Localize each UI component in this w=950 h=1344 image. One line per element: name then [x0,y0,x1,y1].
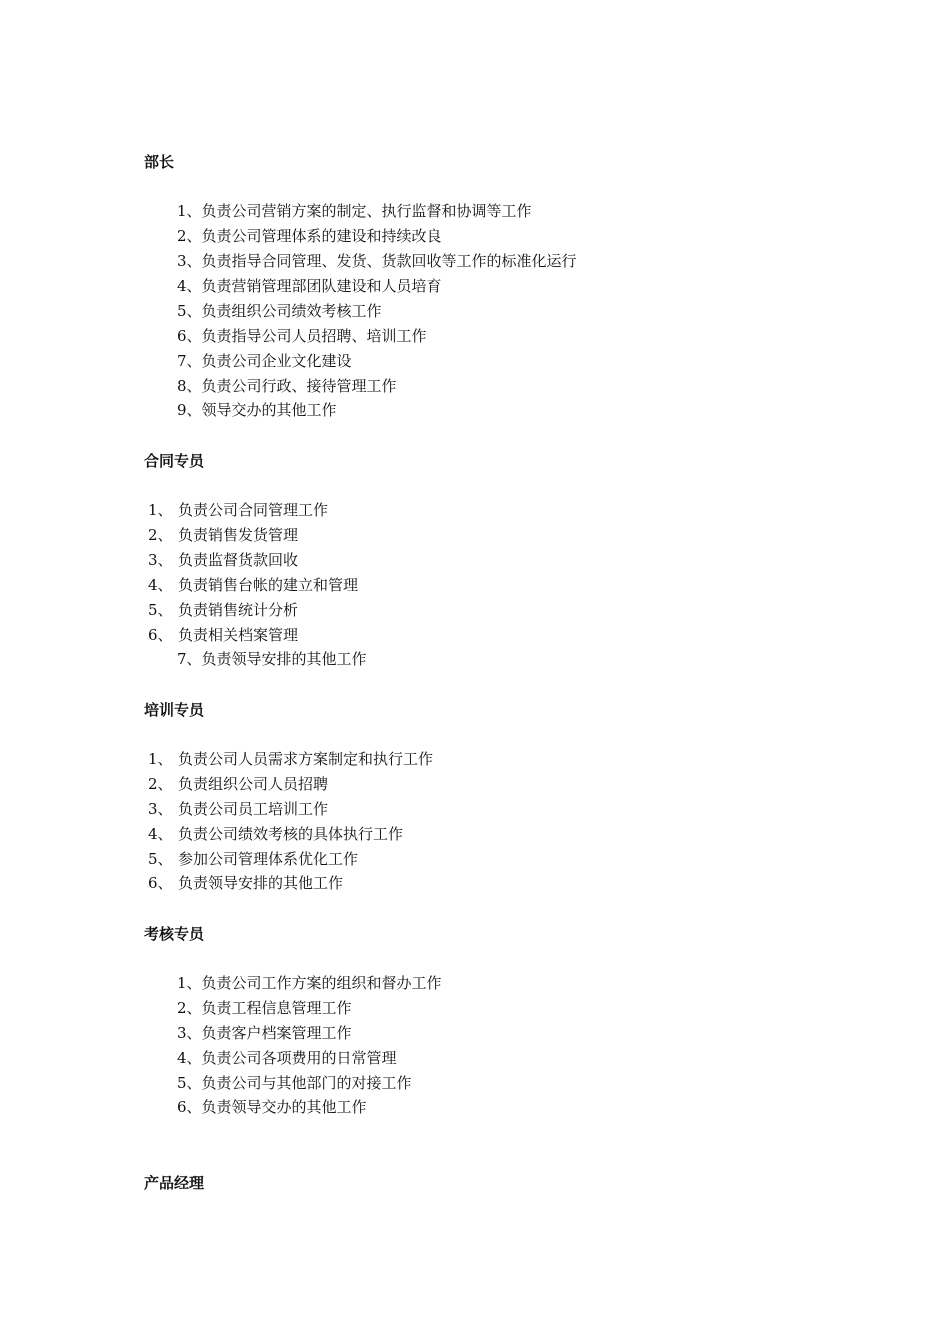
list-item-text: 负责公司绩效考核的具体执行工作 [178,825,404,843]
list-item [148,600,298,620]
list-item-text: 负责销售发货管理 [178,526,299,544]
list-item: 5、负责组织公司绩效考核工作 [177,302,382,320]
list-item-text: 负责领导安排的其他工作 [178,874,344,892]
list-item: 4、负责营销管理部团队建设和人员培育 [177,277,442,295]
list-item-text: 负责公司员工培训工作 [178,800,329,818]
list-item-number: 1、 [148,750,173,768]
list-item-number: 5、 [148,850,173,868]
list-item: 6、负责领导交办的其他工作 [177,1098,367,1116]
list-item: 2、负责工程信息管理工作 [177,999,352,1017]
list-item: 1、负责公司营销方案的制定、执行监督和协调等工作 [177,202,532,220]
section-title-training-specialist: 培训专员 [144,701,205,719]
list-item: 5、负责公司与其他部门的对接工作 [177,1074,412,1092]
list-item-text: 负责销售统计分析 [178,601,299,619]
list-item [148,625,298,645]
list-item [148,873,343,893]
list-item-number: 1、 [148,501,173,519]
list-item-text: 负责监督货款回收 [178,551,299,569]
list-item: 6、负责指导公司人员招聘、培训工作 [177,327,427,345]
list-item [148,824,403,844]
list-item-text: 参加公司管理体系优化工作 [178,850,359,868]
list-item: 3、负责客户档案管理工作 [177,1024,352,1042]
list-item-text: 负责销售台帐的建立和管理 [178,576,359,594]
list-item-number: 5、 [148,601,173,619]
list-item: 2、负责公司管理体系的建设和持续改良 [177,227,442,245]
list-item [148,849,358,869]
list-item [148,525,298,545]
list-item-number: 3、 [148,551,173,569]
list-item [148,749,433,769]
list-item-number: 6、 [148,626,173,644]
list-item [148,550,298,570]
list-item-number: 6、 [148,874,173,892]
list-item: 9、领导交办的其他工作 [177,401,337,419]
list-item-number: 4、 [148,825,173,843]
list-item-number: 4、 [148,576,173,594]
list-item [148,774,328,794]
list-item-text: 负责公司合同管理工作 [178,501,329,519]
list-item: 1、负责公司工作方案的组织和督办工作 [177,974,442,992]
list-item: 8、负责公司行政、接待管理工作 [177,377,397,395]
section-title-product-manager: 产品经理 [144,1174,205,1192]
list-item [148,575,358,595]
section-title-assessment-specialist: 考核专员 [144,925,205,943]
list-item [148,500,328,520]
list-item: 4、负责公司各项费用的日常管理 [177,1049,397,1067]
list-item-number: 2、 [148,775,173,793]
list-item-number: 3、 [148,800,173,818]
section-title-contract-specialist: 合同专员 [144,452,205,470]
section-title-minister: 部长 [144,153,175,171]
list-item: 7、负责公司企业文化建设 [177,352,352,370]
list-item-text: 负责相关档案管理 [178,626,299,644]
list-item-text: 负责组织公司人员招聘 [178,775,329,793]
list-item: 3、负责指导合同管理、发货、货款回收等工作的标准化运行 [177,252,577,270]
list-item [148,799,328,819]
list-item-number: 2、 [148,526,173,544]
list-item: 7、负责领导安排的其他工作 [177,650,367,668]
list-item-text: 负责公司人员需求方案制定和执行工作 [178,750,434,768]
